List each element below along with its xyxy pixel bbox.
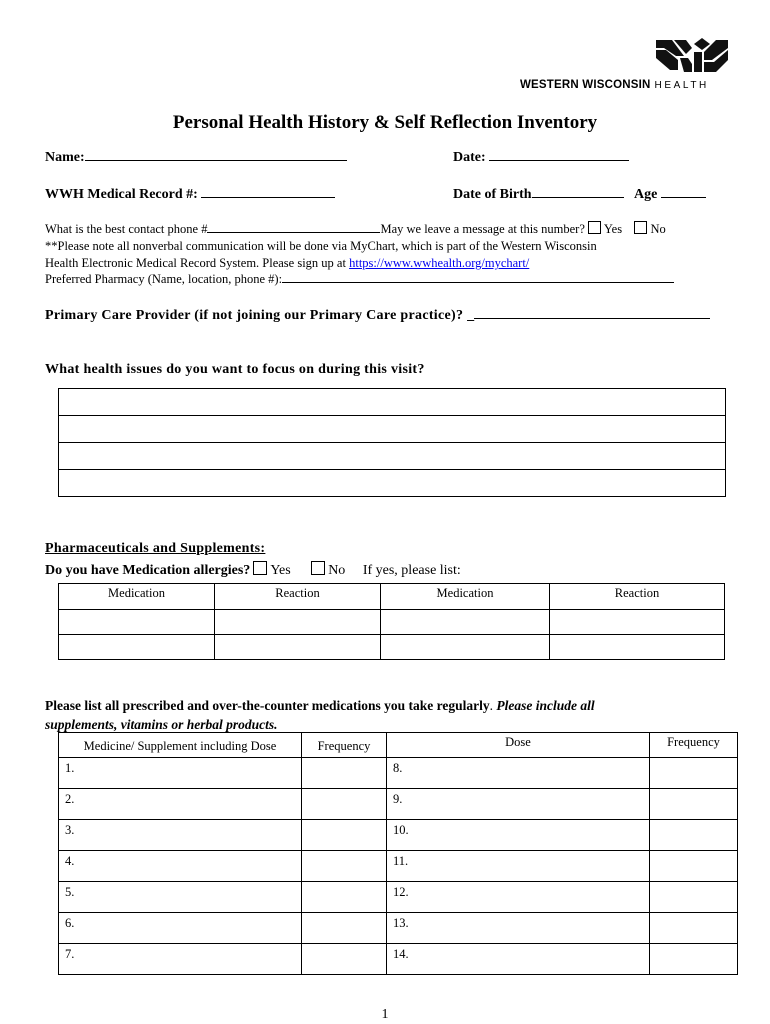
med-cell[interactable] — [650, 758, 738, 789]
allergy-cell[interactable] — [381, 610, 550, 635]
name-field[interactable] — [45, 148, 347, 166]
mychart-link[interactable]: https://www.wwhealth.org/mychart/ — [349, 256, 530, 270]
allergy-cell[interactable] — [550, 635, 725, 660]
western-wisconsin-health-logo-icon — [654, 36, 730, 74]
record-line[interactable] — [201, 185, 335, 198]
logo-wordmark — [520, 79, 709, 91]
focus-row[interactable] — [59, 416, 726, 443]
med-row-number[interactable]: 4. — [59, 851, 302, 882]
med-row-number[interactable]: 7. — [59, 944, 302, 975]
allergy-cell[interactable] — [381, 635, 550, 660]
med-cell[interactable] — [302, 820, 387, 851]
allergy-header-medication: Medication — [381, 584, 550, 610]
record-field[interactable] — [45, 185, 335, 203]
med-row-number[interactable]: 13. — [387, 913, 650, 944]
message-no-checkbox[interactable] — [634, 221, 647, 234]
med-row-number[interactable]: 12. — [387, 882, 650, 913]
allergy-yes-checkbox[interactable] — [253, 561, 267, 575]
focus-table — [58, 388, 726, 497]
message-no-label: No — [650, 222, 666, 236]
record-label: WWH Medical Record #: — [45, 187, 198, 202]
mychart-note-text: Health Electronic Medical Record System. Please sign up at — [45, 256, 346, 270]
med-cell[interactable] — [302, 789, 387, 820]
pcp-line[interactable] — [474, 306, 710, 319]
med-cell[interactable] — [650, 913, 738, 944]
focus-heading: What health issues do you want to focus on during this visit? — [45, 362, 425, 377]
date-line[interactable] — [489, 148, 629, 161]
med-row-number[interactable]: 6. — [59, 913, 302, 944]
allergy-cell[interactable] — [215, 635, 381, 660]
med-cell[interactable] — [650, 944, 738, 975]
med-cell[interactable] — [302, 758, 387, 789]
allergy-header-medication: Medication — [59, 584, 215, 610]
med-row-number[interactable]: 11. — [387, 851, 650, 882]
message-yes-label: Yes — [603, 222, 623, 236]
med-cell[interactable] — [650, 789, 738, 820]
med-cell[interactable] — [302, 944, 387, 975]
allergy-header-reaction: Reaction — [550, 584, 725, 610]
allergy-cell[interactable] — [550, 610, 725, 635]
page-number: 1 — [381, 1007, 389, 1022]
meds-instruction-line2: supplements, vitamins or herbal products. — [45, 717, 278, 732]
meds-header-frequency: Frequency — [302, 733, 387, 758]
mychart-note-line1: **Please note all nonverbal communication will be done via MyChart, which is part of the Western Wisconsin — [45, 239, 597, 253]
med-row-number[interactable]: 10. — [387, 820, 650, 851]
allergy-question: Do you have Medication allergies? — [45, 563, 251, 578]
pcp-label: Primary Care Provider (if not joining our Primary Care practice)? _ — [45, 308, 475, 323]
med-cell[interactable] — [302, 882, 387, 913]
med-row-number[interactable]: 14. — [387, 944, 650, 975]
meds-instruction-italic2: supplements, vitamins or herbal products — [45, 717, 275, 732]
page-title: Personal Health History & Self Reflection Inventory — [172, 112, 598, 133]
allergy-row — [45, 561, 461, 579]
pcp-row — [45, 306, 710, 324]
focus-row[interactable] — [59, 470, 726, 497]
meds-instruction-line1: Please list all prescribed and over-the-counter medications you take regularly. Please include all — [45, 698, 595, 713]
phone-question-row — [45, 221, 666, 237]
med-cell[interactable] — [650, 882, 738, 913]
pharmacy-row — [45, 272, 674, 287]
logo-name-main: WESTERN WISCONSIN — [520, 79, 651, 91]
dob-label: Date of Birth — [453, 187, 532, 202]
dob-line[interactable] — [532, 185, 624, 198]
meds-instruction-bold: Please list all prescribed and over-the-counter medications you take regularly — [45, 698, 490, 713]
meds-header-medicine: Medicine/ Supplement including Dose — [59, 733, 302, 758]
age-line[interactable] — [661, 185, 706, 198]
dob-field[interactable] — [453, 185, 706, 203]
mychart-note-line2 — [45, 256, 529, 271]
meds-header-dose: Dose — [387, 733, 650, 758]
med-row-number[interactable]: 8. — [387, 758, 650, 789]
med-row-number[interactable]: 1. — [59, 758, 302, 789]
focus-row[interactable] — [59, 443, 726, 470]
date-field[interactable] — [453, 148, 629, 166]
date-label: Date: — [453, 150, 486, 165]
med-cell[interactable] — [302, 913, 387, 944]
allergy-cell[interactable] — [59, 635, 215, 660]
logo-name-sub: HEALTH — [654, 80, 709, 91]
med-row-number[interactable]: 9. — [387, 789, 650, 820]
allergy-cell[interactable] — [59, 610, 215, 635]
allergy-no-label: No — [328, 563, 346, 578]
message-yes-checkbox[interactable] — [588, 221, 601, 234]
pharmacy-label: Preferred Pharmacy (Name, location, phone #): — [45, 272, 283, 286]
pharma-heading: Pharmaceuticals and Supplements: — [45, 541, 266, 556]
meds-header-frequency: Frequency — [650, 733, 738, 758]
allergy-header-reaction: Reaction — [215, 584, 381, 610]
med-row-number[interactable]: 5. — [59, 882, 302, 913]
med-cell[interactable] — [650, 851, 738, 882]
allergy-list-prompt: If yes, please list: — [362, 563, 461, 578]
meds-instruction-italic: Please include all — [496, 698, 595, 713]
med-cell[interactable] — [650, 820, 738, 851]
message-question: May we leave a message at this number? — [380, 222, 585, 236]
allergy-table — [58, 583, 725, 660]
allergy-yes-label: Yes — [270, 563, 291, 578]
med-cell[interactable] — [302, 851, 387, 882]
medications-table — [58, 732, 738, 975]
med-row-number[interactable]: 3. — [59, 820, 302, 851]
allergy-no-checkbox[interactable] — [311, 561, 325, 575]
allergy-cell[interactable] — [215, 610, 381, 635]
med-row-number[interactable]: 2. — [59, 789, 302, 820]
phone-line[interactable] — [207, 222, 380, 233]
name-label: Name: — [45, 150, 85, 165]
name-line[interactable] — [85, 148, 347, 161]
phone-question: What is the best contact phone # — [45, 222, 208, 236]
age-label: Age — [634, 187, 658, 202]
focus-row[interactable] — [59, 389, 726, 416]
pharmacy-line[interactable] — [282, 272, 674, 283]
